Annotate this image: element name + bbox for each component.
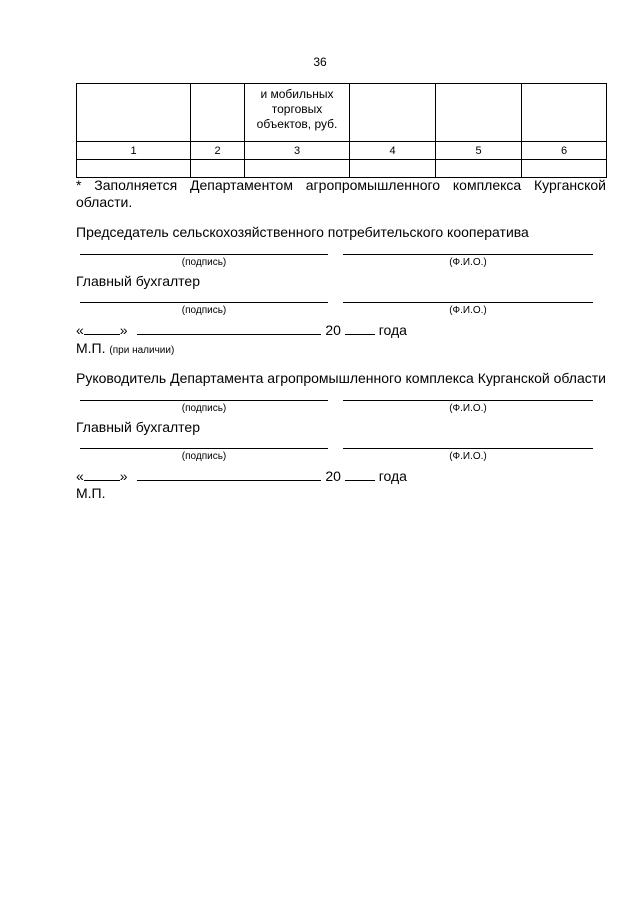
head-name-caption: (Ф.И.О.) [449, 403, 487, 414]
header-col3-line: и мобильных [260, 87, 334, 101]
dept-accountant-title: Главный бухгалтер [76, 419, 200, 435]
footnote-line-1: * Заполняется Департаментом агропромышленного комплекса Курганской [76, 177, 606, 193]
chairman-signature-line[interactable] [80, 254, 328, 255]
page-number: 36 [313, 55, 327, 69]
header-col3-line: торговых [271, 102, 323, 116]
column-number: 3 [245, 142, 350, 160]
column-number: 4 [350, 142, 436, 160]
coop-accountant-signature-line[interactable] [80, 302, 328, 303]
date-open-quote: « [76, 468, 84, 484]
footnote [76, 177, 606, 211]
table-cell [436, 160, 522, 178]
table-header-cell [436, 84, 522, 142]
date-day-blank[interactable] [84, 322, 120, 335]
date-close-quote: » [119, 322, 128, 338]
table-cell [522, 160, 607, 178]
table-cell [245, 160, 350, 178]
date-year-blank[interactable] [345, 322, 375, 335]
column-number: 2 [191, 142, 245, 160]
table-header-cell [191, 84, 245, 142]
column-number: 6 [522, 142, 607, 160]
chairman-title: Председатель сельскохозяйственного потребительского кооператива [76, 224, 529, 240]
column-number: 1 [77, 142, 191, 160]
dept-stamp [76, 485, 106, 501]
coop-stamp [76, 340, 174, 356]
date-year-suffix: года [378, 322, 407, 338]
coop-accountant-name-line[interactable] [343, 302, 593, 303]
dept-date-line [76, 468, 407, 484]
stamp-note: (при наличии) [109, 345, 175, 356]
header-col3-line: объектов, руб. [256, 117, 338, 131]
date-day-blank[interactable] [84, 468, 120, 481]
table-header-cell-col3 [245, 84, 350, 142]
coop-date-line [76, 322, 407, 338]
coop-accountant-signature-caption: (подпись) [181, 305, 227, 316]
stamp-label: М.П. [76, 340, 106, 356]
table-cell [350, 160, 436, 178]
head-signature-line[interactable] [80, 400, 328, 401]
chairman-name-line[interactable] [343, 254, 593, 255]
table-number-row [77, 142, 607, 160]
table-header-cell [77, 84, 191, 142]
stamp-label: М.П. [76, 485, 106, 501]
table-cell [191, 160, 245, 178]
chairman-name-caption: (Ф.И.О.) [449, 257, 487, 268]
table-empty-row [77, 160, 607, 178]
head-signature-caption: (подпись) [181, 403, 227, 414]
dept-accountant-name-caption: (Ф.И.О.) [449, 451, 487, 462]
date-year-blank[interactable] [345, 468, 375, 481]
table-header-cell [350, 84, 436, 142]
table-header-row [77, 84, 607, 142]
column-number: 5 [436, 142, 522, 160]
dept-accountant-signature-caption: (подпись) [181, 451, 227, 462]
footnote-line-2: области. [76, 194, 133, 210]
table-header-cell [522, 84, 607, 142]
head-name-line[interactable] [343, 400, 593, 401]
dept-accountant-name-line[interactable] [343, 448, 593, 449]
date-year-suffix: года [378, 468, 407, 484]
coop-accountant-title: Главный бухгалтер [76, 273, 200, 289]
coop-accountant-name-caption: (Ф.И.О.) [449, 305, 487, 316]
chairman-signature-caption: (подпись) [181, 257, 227, 268]
table-cell [77, 160, 191, 178]
date-year-prefix: 20 [325, 468, 341, 484]
date-month-blank[interactable] [137, 468, 321, 481]
date-open-quote: « [76, 322, 84, 338]
department-head-title: Руководитель Департамента агропромышленного комплекса Курганской области [76, 370, 606, 386]
dept-accountant-signature-line[interactable] [80, 448, 328, 449]
data-table [76, 83, 607, 178]
date-year-prefix: 20 [325, 322, 341, 338]
date-close-quote: » [119, 468, 128, 484]
date-month-blank[interactable] [137, 322, 321, 335]
